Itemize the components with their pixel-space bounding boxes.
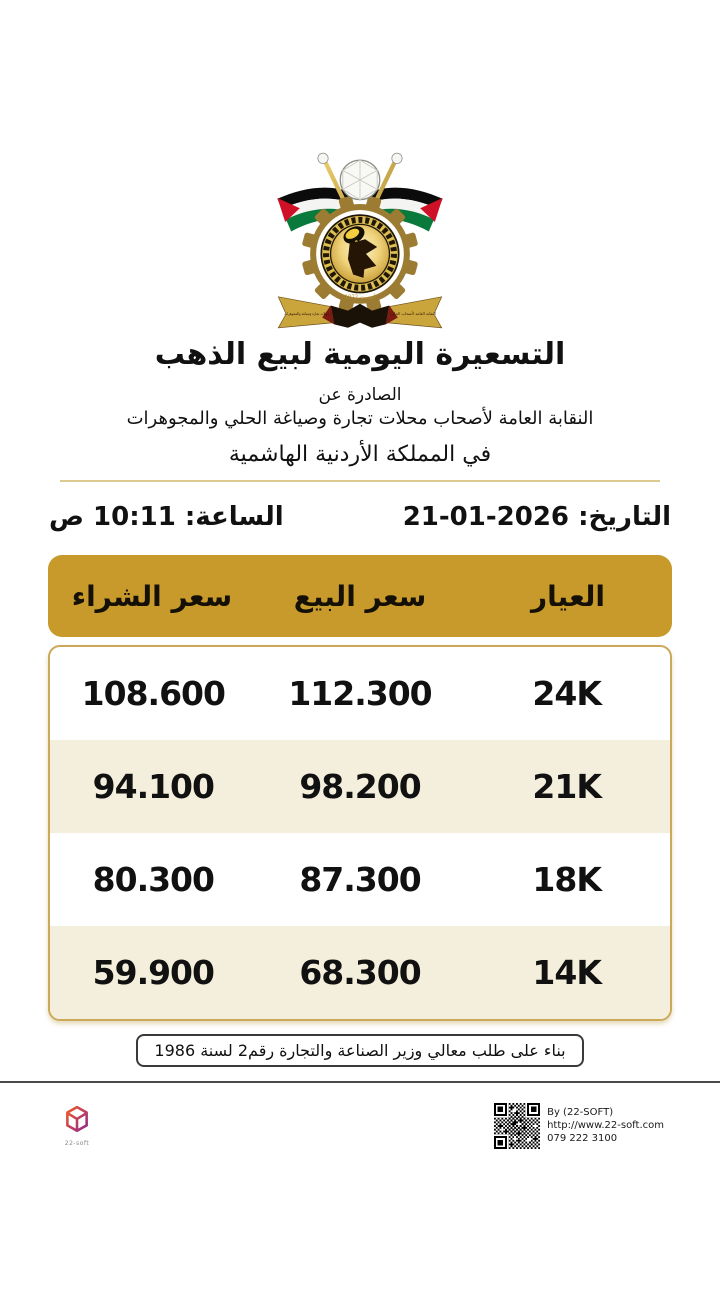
gold-divider	[60, 480, 660, 482]
page-title: التسعيرة اليومية لبيع الذهب	[154, 337, 566, 372]
column-header-buy: سعر الشراء	[71, 579, 233, 613]
vendor-byline: By (22-SOFT)	[547, 1107, 614, 1118]
vendor-phone: 079 222 3100	[547, 1133, 618, 1144]
buy-price: 108.600	[81, 674, 225, 713]
sell-price: 112.300	[288, 674, 432, 713]
established-text: أسست 1972	[344, 294, 376, 301]
software-vendor-logo	[60, 1105, 94, 1147]
country-line: في المملكة الأردنية الهاشمية	[228, 442, 492, 467]
karat-value: 18K	[532, 860, 601, 899]
sell-price: 98.200	[299, 767, 421, 806]
sell-price: 87.300	[299, 860, 421, 899]
issued-by-line: الصادرة عن	[318, 385, 402, 405]
price-table-header	[48, 555, 672, 637]
date-value: 21-01-2026	[402, 502, 570, 532]
legal-note: بناء على طلب معالي وزير الصناعة والتجارة رقم2 لسنة 1986	[136, 1034, 583, 1067]
table-row-14k	[50, 926, 670, 1019]
vendor-contact-block	[494, 1103, 664, 1149]
cube-logo-icon	[64, 1105, 90, 1135]
karat-value: 24K	[532, 674, 601, 713]
cube-logo-caption: 22-soft	[64, 1140, 90, 1147]
qr-code	[494, 1103, 540, 1149]
sell-price: 68.300	[299, 953, 421, 992]
time-field	[49, 502, 284, 532]
scepter-ball-right	[392, 153, 402, 163]
buy-price: 94.100	[92, 767, 214, 806]
time-label: الساعة:	[184, 502, 284, 532]
karat-value: 14K	[532, 953, 601, 992]
column-header-sell: سعر البيع	[293, 579, 427, 613]
buy-price: 80.300	[92, 860, 214, 899]
vendor-website: http://www.22-soft.com	[547, 1120, 664, 1131]
ribbon-text-right: النقابة العامة لأصحاب الحلي	[390, 310, 436, 316]
footer-divider	[0, 1081, 720, 1083]
buy-price: 59.900	[92, 953, 214, 992]
scepter-ball-left	[318, 153, 328, 163]
datetime-row	[49, 502, 671, 532]
karat-value: 21K	[532, 767, 601, 806]
table-row-18k	[50, 833, 670, 926]
organization-line: النقابة العامة لأصحاب محلات تجارة وصياغة الحلي والمجوهرات	[126, 408, 594, 429]
syndicate-emblem	[274, 142, 446, 333]
ribbon-text-left: محلات تجارة وصياغة والمجوهرات	[284, 310, 330, 316]
table-row-24k	[50, 647, 670, 740]
footer	[0, 1091, 720, 1191]
date-field	[403, 502, 671, 532]
date-label: التاريخ:	[578, 502, 671, 532]
table-row-21k	[50, 740, 670, 833]
price-table-body	[48, 645, 672, 1021]
column-header-karat: العيار	[531, 579, 605, 613]
time-value: 10:11 ص	[49, 502, 176, 532]
diamond-icon	[340, 160, 380, 200]
